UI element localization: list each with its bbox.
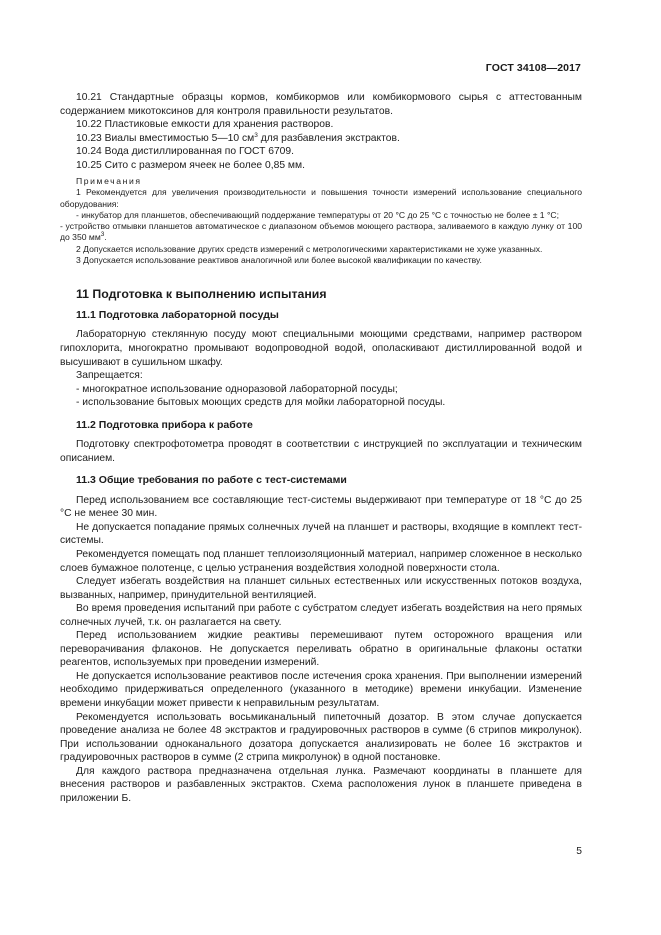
section-11-2-heading: 11.2 Подготовка прибора к работе <box>76 418 253 431</box>
s11-1-para-2: Запрещается: <box>76 370 143 382</box>
s11-3-para-7: Не допускается использование реактивов после истечения срока хранения. При выполнении измерений необходимо придерживаться определенного (указанного в методике) времени инкубации. Изменение времени инкубации может привести к неправильным результатам. <box>60 670 582 709</box>
note-2: 2 Допускается использование других средств измерений с метрологическими характеристиками не хуже указанных. <box>76 243 543 254</box>
s11-3-para-3: Рекомендуется помещать под планшет теплоизоляционный материал, например сложенное в несколько слоев бумажное полотенце, с целью устранения воздействия холодной поверхности стола. <box>60 548 582 574</box>
item-10-23-text: 10.23 Виалы вместимостью 5—10 см <box>76 132 255 144</box>
s11-3-para-8: Рекомендуется использовать восьмиканальный пипеточный дозатор. В этом случае допускается проведение анализа не более 48 экстрактов и градуировочных растворов в сумме (6 стрипов микролунок). При использовании одноканального дозатора допускается анализировать не более 16 экстрактов и градуировочных растворов в сумме (2 стрипа микролунок) в одной постановке. <box>60 711 582 764</box>
s11-1-para-1: Лабораторную стеклянную посуду моют специальными моющими средствами, например раствором гипохлорита, многократно промывают водопроводной водой, ополаскивают дистиллированной водой и высушивают в сушильном шкафу. <box>60 329 582 368</box>
note-1-b-tail: . <box>104 232 107 243</box>
doc-header-code: ГОСТ 34108—2017 <box>485 62 581 74</box>
page-number: 5 <box>576 846 582 857</box>
item-10-23-sup: 3 <box>254 131 258 139</box>
s11-1-para-4: - использование бытовых моющих средств для мойки лабораторной посуды. <box>76 397 446 409</box>
notes-block <box>60 176 582 266</box>
s11-2-para-1: Подготовку спектрофотометра проводят в соответствии с инструкцией по эксплуатации и техническим описанием. <box>60 439 582 464</box>
note-1-b <box>60 221 582 243</box>
s11-3-para-4: Следует избегать воздействия на планшет сильных естественных или искусственных потоков воздуха, вызванных, например, принудительной вентиляцией. <box>60 576 582 601</box>
item-10-23 <box>60 132 582 146</box>
note-3: 3 Допускается использование реактивов аналогичной или более высокой квалификации по качеству. <box>76 254 482 265</box>
notes-title: Примечания <box>76 176 142 187</box>
item-10-21: 10.21 Стандартные образцы кормов, комбикормов или комбикормового сырья с аттестованным содержанием микотоксинов для контроля правильности результатов. <box>60 92 582 117</box>
section-11-3-heading: 11.3 Общие требования по работе с тест-системами <box>76 474 347 487</box>
s11-3-para-6: Перед использованием жидкие реактивы перемешивают путем осторожного вращения или переворачивания флаконов. Не допускается переливать обратно в оригинальные флаконы остатки реагентов, используемых при проведении измерений. <box>60 630 582 669</box>
item-10-23-tail: для разбавления экстрактов. <box>257 132 400 144</box>
section-11-1-heading: 11.1 Подготовка лабораторной посуды <box>76 308 279 321</box>
s11-1-para-3: - многократное использование одноразовой лабораторной посуды; <box>76 383 398 395</box>
section-11-heading: 11 Подготовка к выполнению испытания <box>76 286 327 301</box>
note-1-b-sup: 3 <box>100 231 105 239</box>
item-10-24: 10.24 Вода дистиллированная по ГОСТ 6709. <box>76 146 294 158</box>
s11-3-para-5: Во время проведения испытаний при работе с субстратом следует избегать воздействия на него прямых солнечных лучей, т.к. он разлагается на свету. <box>60 603 582 628</box>
s11-3-para-9: Для каждого раствора предназначена отдельная лунка. Размечают координаты в планшете для внесения растворов и разбавленных экстрактов. Схема расположения лунок в планшете приведена в приложении Б. <box>60 765 582 804</box>
note-1-a: - инкубатор для планшетов, обеспечивающий поддержание температуры от 20 °С до 25 °С с точностью не более ± 1 °С; <box>76 209 559 220</box>
s11-3-para-2: Не допускается попадание прямых солнечных лучей на планшет и растворы, входящие в комплект тест-системы. <box>60 521 582 547</box>
note-1: 1 Рекомендуется для увеличения производительности и повышения точности измерений использование специального оборудования: <box>60 187 582 209</box>
page-content <box>60 91 582 805</box>
item-10-25: 10.25 Сито с размером ячеек не более 0,85 мм. <box>76 159 305 171</box>
item-10-22: 10.22 Пластиковые емкости для хранения растворов. <box>76 119 334 131</box>
s11-3-para-1: Перед использованием все составляющие тест-системы выдерживают при температуре от 18 °С до 25 °С не менее 30 мин. <box>60 494 582 520</box>
note-1-b-text: - устройство отмывки планшетов автоматическое с диапазоном объемов моющего раствора, заливаемого в каждую лунку от 100 до 350 мм <box>60 221 582 243</box>
